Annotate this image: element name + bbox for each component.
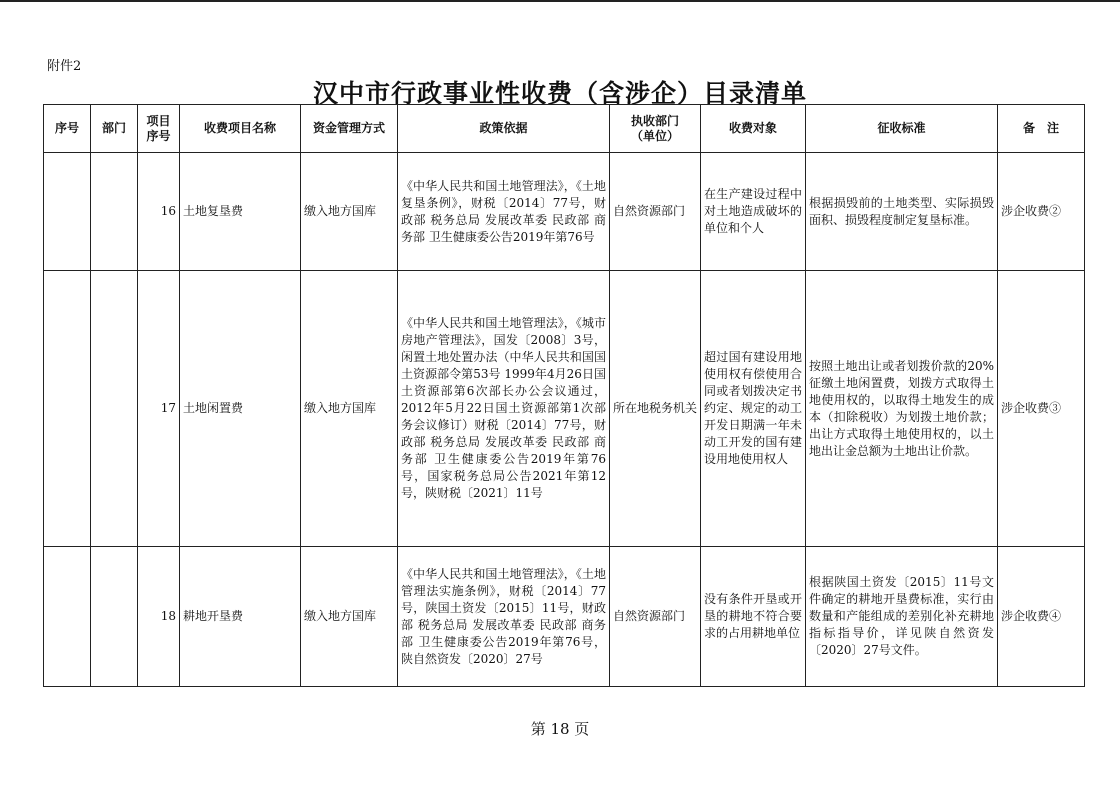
cell-item-no: 17 — [138, 271, 180, 547]
cell-seq — [44, 547, 91, 687]
col-header-dept: 部门 — [91, 105, 138, 153]
col-header-basis: 政策依据 — [398, 105, 610, 153]
table-header-row — [44, 105, 1085, 153]
cell-remark: 涉企收费④ — [998, 547, 1085, 687]
cell-name: 耕地开垦费 — [180, 547, 301, 687]
col-header-standard: 征收标准 — [806, 105, 998, 153]
cell-fund: 缴入地方国库 — [301, 547, 398, 687]
cell-standard: 按照土地出让或者划拨价款的20%征缴土地闲置费，划拨方式取得土地使用权的，以取得土地发生的成本（扣除税收）为划拨土地价款；出让方式取得土地使用权的，以土地出让金总额为土地出让价款。 — [806, 271, 998, 547]
table-row — [44, 547, 1085, 687]
col-header-remark: 备 注 — [998, 105, 1085, 153]
fee-catalog-table — [43, 104, 1085, 687]
cell-standard: 根据陕国土资发〔2015〕11号文件确定的耕地开垦费标准，实行由数量和产能组成的差别化补充耕地指标指导价，详见陕自然资发〔2020〕27号文件。 — [806, 547, 998, 687]
cell-fund: 缴入地方国库 — [301, 153, 398, 271]
page-number: 第 18 页 — [530, 720, 590, 738]
cell-basis: 《中华人民共和国土地管理法》，《土地管理法实施条例》，财税〔2014〕77号，陕国土资发〔2015〕11号，财政部 税务总局 发展改革委 民政部 商务部 卫生健康委公告2019年第76号，陕自然资发〔2020〕27号 — [398, 547, 610, 687]
col-header-item-no: 项目 序号 — [138, 105, 180, 153]
attachment-label: 附件2 — [47, 59, 82, 74]
cell-remark: 涉企收费② — [998, 153, 1085, 271]
cell-item-no: 16 — [138, 153, 180, 271]
top-border-line — [0, 0, 1120, 2]
cell-basis: 《中华人民共和国土地管理法》，《土地复垦条例》，财税〔2014〕77号，财政部 税务总局 发展改革委 民政部 商务部 卫生健康委公告2019年第76号 — [398, 153, 610, 271]
cell-dept — [91, 271, 138, 547]
cell-payer: 没有条件开垦或开垦的耕地不符合要求的占用耕地单位 — [701, 547, 806, 687]
cell-remark: 涉企收费③ — [998, 271, 1085, 547]
col-header-seq: 序号 — [44, 105, 91, 153]
table-row — [44, 271, 1085, 547]
cell-dept — [91, 153, 138, 271]
cell-payer: 在生产建设过程中对土地造成破坏的单位和个人 — [701, 153, 806, 271]
cell-item-no: 18 — [138, 547, 180, 687]
cell-collector: 所在地税务机关 — [610, 271, 701, 547]
cell-standard: 根据损毁前的土地类型、实际损毁面积、损毁程度制定复垦标准。 — [806, 153, 998, 271]
col-header-fund: 资金管理方式 — [301, 105, 398, 153]
cell-collector: 自然资源部门 — [610, 547, 701, 687]
col-header-name: 收费项目名称 — [180, 105, 301, 153]
col-header-payer: 收费对象 — [701, 105, 806, 153]
cell-seq — [44, 271, 91, 547]
cell-name: 土地闲置费 — [180, 271, 301, 547]
col-header-collector: 执收部门 （单位） — [610, 105, 701, 153]
document-title: 汉中市行政事业性收费（含涉企）目录清单 — [312, 79, 807, 108]
cell-fund: 缴入地方国库 — [301, 271, 398, 547]
cell-name: 土地复垦费 — [180, 153, 301, 271]
cell-basis: 《中华人民共和国土地管理法》，《城市房地产管理法》，国发〔2008〕3号，闲置土地处置办法（中华人民共和国国土资源部令第53号 1999年4月26日国土资源部第6次部长办公会议通过，2012年5月22日国土资源部第1次部务会议修订）财税〔2014〕77号，财政部 税务总局 发展改革委 民政部 商务部 卫生健康委公告2019年第76号，国家税务总局公告2021年第12号，陕财税〔2021〕11号 — [398, 271, 610, 547]
cell-seq — [44, 153, 91, 271]
cell-dept — [91, 547, 138, 687]
cell-payer: 超过国有建设用地使用权有偿使用合同或者划拨决定书约定、规定的动工开发日期满一年未动工开发的国有建设用地使用权人 — [701, 271, 806, 547]
table-row — [44, 153, 1085, 271]
cell-collector: 自然资源部门 — [610, 153, 701, 271]
